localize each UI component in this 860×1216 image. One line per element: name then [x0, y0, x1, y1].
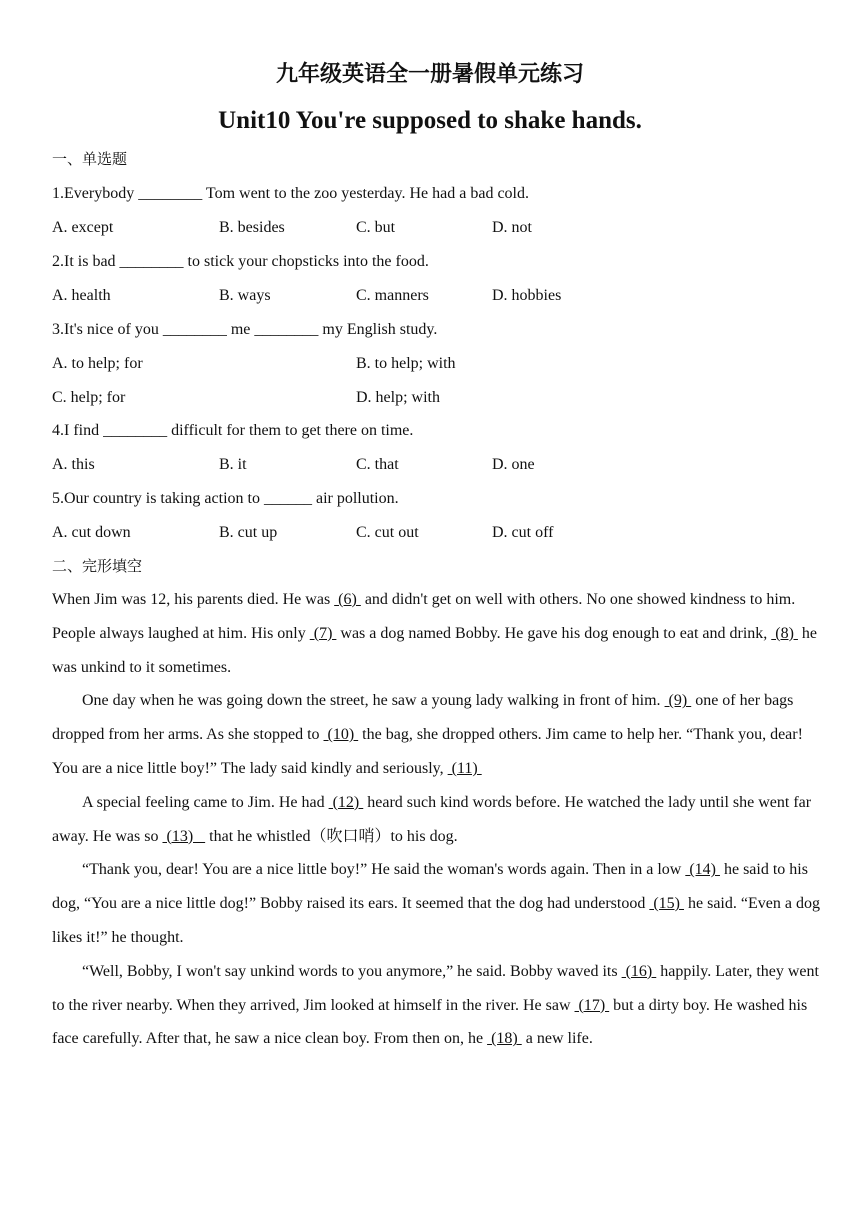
passage-text: the bag, she dropped others. Jim came to help her. “Thank you, dear! You are a nice little boy!” The lady said kindly and seriously,	[52, 726, 803, 777]
passage-text: he was unkind to it sometimes.	[52, 624, 818, 676]
page-title-english: Unit10 You're supposed to shake hands.	[218, 107, 642, 134]
option-5a: A. cut down	[52, 524, 131, 541]
passage-text: One day when he was going down the street, he saw a young lady walking in front of him.	[82, 692, 665, 710]
option-1d: D. not	[492, 219, 532, 236]
passage-paragraph-1	[52, 583, 822, 684]
blank-9: (9)	[664, 692, 692, 710]
passage-text: A special feeling came to Jim. He had	[82, 793, 329, 811]
blank-16: (16)	[621, 962, 657, 980]
option-2d: D. hobbies	[492, 287, 562, 304]
passage-paragraph-2	[52, 684, 822, 785]
passage-text: one of her bags dropped from her arms. As she stopped to	[52, 692, 794, 744]
passage-text: “Well, Bobby, I won't say unkind words to you anymore,” he said. Bobby waved its	[82, 962, 622, 980]
passage-text: a new life.	[521, 1030, 593, 1048]
option-4c: C. that	[356, 456, 399, 473]
page-title-chinese: 九年级英语全一册暑假单元练习	[275, 62, 584, 87]
option-3b: B. to help; with	[356, 355, 456, 372]
passage-text: and didn't get on well with others. No one showed kindness to him. People always laughed at him. His only	[52, 591, 796, 642]
option-1c: C. but	[356, 219, 396, 236]
option-5c: C. cut out	[356, 524, 419, 541]
option-1b: B. besides	[219, 219, 285, 236]
question-stem-4: 4.I find ________ difficult for them to get there on time.	[52, 422, 414, 439]
blank-17: (17)	[574, 996, 610, 1014]
option-1a: A. except	[52, 219, 114, 236]
passage-text: he said. “Even a dog likes it!” he thought.	[52, 895, 820, 946]
blank-6: (6)	[334, 591, 361, 608]
option-2c: C. manners	[356, 287, 429, 304]
option-4d: D. one	[492, 456, 535, 473]
passage-paragraph-3	[52, 786, 822, 854]
passage-text: was a dog named Bobby. He gave his dog enough to eat and drink,	[336, 624, 772, 642]
blank-11: (11)	[447, 759, 482, 777]
passage-text: happily. Later, they went to the river nearby. When they arrived, Jim looked at himself in the river. He saw	[52, 962, 819, 1014]
passage-paragraph-4	[52, 853, 822, 954]
option-3d: D. help; with	[356, 389, 440, 406]
blank-15: (15)	[649, 895, 684, 913]
option-3a: A. to help; for	[52, 355, 143, 372]
blank-12: (12)	[328, 793, 364, 811]
passage-text: but a dirty boy. He washed his face carefully. After that, he saw a nice clean boy. From then on, he	[52, 996, 808, 1048]
blank-7: (7)	[309, 624, 337, 642]
section-heading-cloze: 二、完形填空	[52, 557, 143, 575]
section-heading-single-choice: 一、单选题	[52, 150, 128, 168]
blank-8: (8)	[771, 624, 798, 642]
blank-10: (10)	[323, 726, 359, 744]
question-stem-1: 1.Everybody ________ Tom went to the zoo yesterday. He had a bad cold.	[52, 185, 529, 202]
passage-text: that he whistled（吹口哨）to his dog.	[205, 827, 458, 845]
passage-text: When Jim was 12, his parents died. He was	[52, 591, 335, 608]
question-stem-3: 3.It's nice of you ________ me ________ my English study.	[52, 321, 438, 338]
option-3c: C. help; for	[52, 389, 126, 406]
option-4b: B. it	[219, 456, 247, 473]
blank-13: (13)	[162, 827, 206, 845]
passage-paragraph-5	[52, 955, 822, 1056]
option-2b: B. ways	[219, 287, 271, 304]
passage-text: “Thank you, dear! You are a nice little boy!” He said the woman's words again. Then in a low	[82, 861, 686, 879]
option-4a: A. this	[52, 456, 95, 473]
cloze-passage	[52, 583, 822, 1056]
blank-14: (14)	[685, 861, 720, 879]
option-5d: D. cut off	[492, 524, 554, 541]
question-stem-2: 2.It is bad ________ to stick your chopsticks into the food.	[52, 253, 429, 270]
option-2a: A. health	[52, 287, 111, 304]
passage-text: heard such kind words before. He watched the lady until she went far away. He was so	[52, 793, 812, 845]
option-5b: B. cut up	[219, 524, 278, 541]
blank-18: (18)	[487, 1030, 522, 1048]
question-stem-5: 5.Our country is taking action to ______ air pollution.	[52, 490, 399, 507]
passage-text: he said to his dog, “You are a nice little dog!” Bobby raised its ears. It seemed that the dog had understood	[52, 861, 808, 913]
